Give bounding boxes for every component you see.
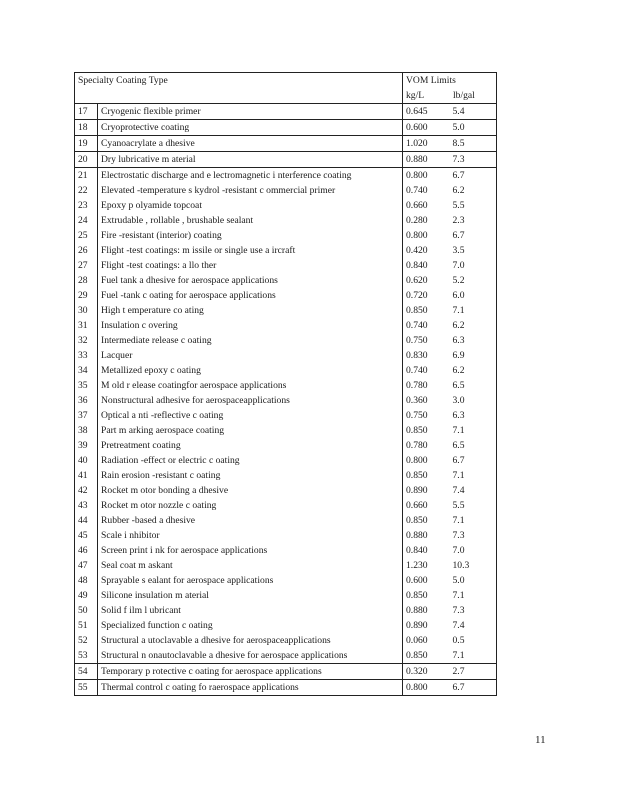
table-row [75, 152, 497, 168]
row-coating-type: Rocket m otor nozzle c oating [98, 498, 403, 513]
row-number: 48 [75, 573, 98, 588]
row-number: 38 [75, 423, 98, 438]
table-row [75, 393, 497, 408]
row-limit-lb-per-gal: 2.3 [450, 213, 497, 228]
row-limit-kg-per-l: 0.850 [406, 515, 428, 526]
row-limit-kg-per-l: 0.850 [406, 305, 428, 316]
row-number: 37 [75, 408, 98, 423]
table-row [75, 378, 497, 393]
row-number: 32 [75, 333, 98, 348]
row-coating-type: Thermal control c oating fo raerospace applications [98, 680, 403, 696]
row-limit-lb-per-gal: 5.0 [450, 120, 497, 136]
row-limit-kg-per-l: 0.420 [406, 245, 428, 256]
row-limit-lb-per-gal: 6.9 [450, 348, 497, 363]
table-row [75, 348, 497, 363]
row-limit-kg-per-l: 1.020 [403, 136, 450, 152]
table-row [75, 408, 497, 423]
table-row [75, 423, 497, 438]
row-coating-type: M old r elease coatingfor aerospace applications [98, 378, 403, 393]
row-coating-type: Nonstructural adhesive for aerospaceapplications [98, 393, 403, 408]
row-coating-type: Solid f ilm l ubricant [98, 603, 403, 618]
table-row [75, 483, 497, 498]
row-coating-type: Flight -test coatings: m issile or single use a ircraft [98, 243, 403, 258]
row-limit-lb-per-gal: 7.1 [450, 588, 497, 603]
row-number: 53 [75, 648, 98, 664]
row-limit-lb-per-gal: 6.2 [450, 363, 497, 378]
row-limit-lb-per-gal: 6.0 [450, 288, 497, 303]
row-limit-kg-per-l: 0.645 [403, 104, 450, 120]
table-row [75, 498, 497, 513]
row-coating-type: Elevated -temperature s kydrol -resistant c ommercial primer [98, 183, 403, 198]
row-limit-kg-per-l: 0.800 [406, 230, 428, 241]
row-number: 18 [75, 120, 98, 136]
row-limit-kg-per-l: 0.620 [406, 275, 428, 286]
row-limit-lb-per-gal: 5.0 [450, 573, 497, 588]
row-limit-kg-per-l: 0.840 [406, 260, 428, 271]
row-coating-type: Radiation -effect or electric c oating [98, 453, 403, 468]
row-limit-kg-per-l: 0.750 [406, 410, 428, 421]
row-limit-kg-per-l: 0.320 [403, 664, 450, 680]
row-limit-lb-per-gal: 6.3 [450, 408, 497, 423]
table-row [75, 168, 497, 184]
table-row [75, 664, 497, 680]
header-kg-per-l: kg/L [406, 90, 425, 101]
row-limit-kg-per-l: 0.850 [406, 650, 428, 661]
row-limit-lb-per-gal: 7.1 [450, 468, 497, 483]
table-row [75, 183, 497, 198]
row-number: 25 [75, 228, 98, 243]
row-coating-type: Lacquer [98, 348, 403, 363]
row-coating-type: Intermediate release c oating [98, 333, 403, 348]
row-coating-type: Fuel tank a dhesive for aerospace applications [98, 273, 403, 288]
row-coating-type: Specialized function c oating [98, 618, 403, 633]
row-limit-kg-per-l: 0.890 [406, 620, 428, 631]
row-limit-lb-per-gal: 7.0 [450, 258, 497, 273]
table-row [75, 513, 497, 528]
row-limit-kg-per-l: 0.780 [406, 380, 428, 391]
row-limit-kg-per-l: 0.800 [403, 680, 450, 696]
table-header-row [75, 73, 497, 104]
table-row [75, 363, 497, 378]
row-coating-type: Silicone insulation m aterial [98, 588, 403, 603]
table-row [75, 120, 497, 136]
row-number: 33 [75, 348, 98, 363]
row-coating-type: Cryogenic flexible primer [98, 104, 403, 120]
row-limit-kg-per-l: 0.850 [406, 470, 428, 481]
table-row [75, 318, 497, 333]
row-number: 35 [75, 378, 98, 393]
row-limit-lb-per-gal: 0.5 [450, 633, 497, 648]
row-limit-lb-per-gal: 6.2 [450, 318, 497, 333]
row-number: 41 [75, 468, 98, 483]
row-limit-kg-per-l: 0.850 [406, 590, 428, 601]
row-limit-lb-per-gal: 5.5 [450, 498, 497, 513]
row-coating-type: Flight -test coatings: a llo ther [98, 258, 403, 273]
row-limit-lb-per-gal: 7.1 [450, 513, 497, 528]
header-vom-limits-label: VOM Limits [406, 75, 456, 86]
row-limit-lb-per-gal: 6.5 [450, 378, 497, 393]
row-number: 36 [75, 393, 98, 408]
row-limit-lb-per-gal: 6.7 [450, 168, 497, 184]
row-limit-lb-per-gal: 6.3 [450, 333, 497, 348]
row-coating-type: Optical a nti -reflective c oating [98, 408, 403, 423]
table-body [75, 104, 497, 696]
table-row [75, 243, 497, 258]
row-limit-lb-per-gal: 7.1 [450, 648, 497, 664]
row-number: 31 [75, 318, 98, 333]
row-limit-lb-per-gal: 10.3 [450, 558, 497, 573]
row-limit-lb-per-gal: 5.2 [450, 273, 497, 288]
row-coating-type: Fuel -tank c oating for aerospace applications [98, 288, 403, 303]
row-limit-lb-per-gal: 7.3 [450, 603, 497, 618]
table-row [75, 468, 497, 483]
row-limit-kg-per-l: 0.740 [406, 365, 428, 376]
header-lb-per-gal: lb/gal [453, 90, 475, 101]
row-limit-kg-per-l: 0.880 [406, 530, 428, 541]
row-limit-lb-per-gal: 6.2 [450, 183, 497, 198]
row-number: 46 [75, 543, 98, 558]
row-limit-kg-per-l: 0.840 [406, 545, 428, 556]
row-number: 44 [75, 513, 98, 528]
row-number: 17 [75, 104, 98, 120]
table-row [75, 633, 497, 648]
row-coating-type: Screen print i nk for aerospace applications [98, 543, 403, 558]
row-coating-type: Dry lubricative m aterial [98, 152, 403, 168]
row-limit-kg-per-l: 0.280 [406, 215, 428, 226]
row-number: 43 [75, 498, 98, 513]
row-limit-lb-per-gal: 7.1 [450, 423, 497, 438]
row-limit-kg-per-l: 0.890 [406, 485, 428, 496]
row-limit-lb-per-gal: 7.3 [450, 528, 497, 543]
row-number: 23 [75, 198, 98, 213]
row-limit-kg-per-l: 0.800 [406, 455, 428, 466]
row-limit-lb-per-gal: 2.7 [450, 664, 497, 680]
row-number: 42 [75, 483, 98, 498]
row-coating-type: Sprayable s ealant for aerospace applications [98, 573, 403, 588]
row-coating-type: Cryoprotective coating [98, 120, 403, 136]
row-limit-kg-per-l: 0.600 [406, 575, 428, 586]
row-number: 27 [75, 258, 98, 273]
row-number: 39 [75, 438, 98, 453]
table-row [75, 333, 497, 348]
row-number: 21 [75, 168, 98, 184]
table-row [75, 543, 497, 558]
row-number: 34 [75, 363, 98, 378]
row-coating-type: Part m arking aerospace coating [98, 423, 403, 438]
row-limit-lb-per-gal: 7.4 [450, 618, 497, 633]
row-coating-type: Rain erosion -resistant c oating [98, 468, 403, 483]
row-limit-lb-per-gal: 3.5 [450, 243, 497, 258]
row-limit-lb-per-gal: 6.7 [450, 453, 497, 468]
row-number: 40 [75, 453, 98, 468]
table-row [75, 680, 497, 696]
row-number: 55 [75, 680, 98, 696]
table-row [75, 228, 497, 243]
row-limit-lb-per-gal: 7.3 [450, 152, 497, 168]
row-number: 22 [75, 183, 98, 198]
row-number: 50 [75, 603, 98, 618]
table-row [75, 198, 497, 213]
vom-limits-table [74, 72, 497, 696]
row-limit-kg-per-l: 0.600 [403, 120, 450, 136]
row-limit-kg-per-l: 0.720 [406, 290, 428, 301]
row-number: 45 [75, 528, 98, 543]
row-limit-lb-per-gal: 6.7 [450, 228, 497, 243]
row-limit-lb-per-gal: 8.5 [450, 136, 497, 152]
row-limit-kg-per-l: 0.660 [406, 500, 428, 511]
page-number: 11 [535, 734, 546, 746]
table-row [75, 603, 497, 618]
row-coating-type: Metallized epoxy c oating [98, 363, 403, 378]
row-number: 19 [75, 136, 98, 152]
table-row [75, 288, 497, 303]
row-limit-kg-per-l: 0.880 [403, 152, 450, 168]
row-coating-type: Rubber -based a dhesive [98, 513, 403, 528]
row-limit-kg-per-l: 0.740 [406, 320, 428, 331]
row-number: 47 [75, 558, 98, 573]
row-coating-type: Extrudable , rollable , brushable sealant [98, 213, 403, 228]
row-limit-lb-per-gal: 3.0 [450, 393, 497, 408]
row-coating-type: Rocket m otor bonding a dhesive [98, 483, 403, 498]
table-row [75, 258, 497, 273]
header-units [406, 88, 496, 103]
table-row [75, 618, 497, 633]
row-number: 26 [75, 243, 98, 258]
row-limit-lb-per-gal: 5.4 [450, 104, 497, 120]
row-limit-kg-per-l: 0.800 [403, 168, 450, 184]
table-row [75, 438, 497, 453]
row-limit-lb-per-gal: 5.5 [450, 198, 497, 213]
table-row [75, 573, 497, 588]
row-limit-kg-per-l: 0.740 [406, 185, 428, 196]
table-row [75, 136, 497, 152]
header-vom-limits [403, 73, 497, 104]
table-row [75, 528, 497, 543]
header-specialty-coating-type: Specialty Coating Type [75, 73, 403, 104]
table-row [75, 558, 497, 573]
row-limit-kg-per-l: 0.780 [406, 440, 428, 451]
row-limit-lb-per-gal: 6.5 [450, 438, 497, 453]
table-row [75, 648, 497, 664]
row-limit-kg-per-l: 0.750 [406, 335, 428, 346]
row-coating-type: Electrostatic discharge and e lectromagnetic i nterference coating [98, 168, 403, 184]
row-coating-type: Fire -resistant (interior) coating [98, 228, 403, 243]
row-limit-lb-per-gal: 6.7 [450, 680, 497, 696]
row-limit-kg-per-l: 0.830 [406, 350, 428, 361]
table-row [75, 588, 497, 603]
row-number: 28 [75, 273, 98, 288]
row-coating-type: Cyanoacrylate a dhesive [98, 136, 403, 152]
row-number: 54 [75, 664, 98, 680]
row-limit-kg-per-l: 0.660 [406, 200, 428, 211]
row-number: 24 [75, 213, 98, 228]
row-limit-lb-per-gal: 7.4 [450, 483, 497, 498]
row-number: 52 [75, 633, 98, 648]
row-number: 51 [75, 618, 98, 633]
row-coating-type: Insulation c overing [98, 318, 403, 333]
row-coating-type: Seal coat m askant [98, 558, 403, 573]
row-coating-type: Pretreatment coating [98, 438, 403, 453]
row-coating-type: Structural a utoclavable a dhesive for aerospaceapplications [98, 633, 403, 648]
table-row [75, 213, 497, 228]
row-number: 29 [75, 288, 98, 303]
row-coating-type: Temporary p rotective c oating for aerospace applications [98, 664, 403, 680]
row-coating-type: Scale i nhibitor [98, 528, 403, 543]
row-limit-kg-per-l: 0.850 [406, 425, 428, 436]
row-limit-kg-per-l: 1.230 [406, 560, 428, 571]
row-coating-type: Structural n onautoclavable a dhesive for aerospace applications [98, 648, 403, 664]
row-limit-kg-per-l: 0.880 [406, 605, 428, 616]
row-limit-kg-per-l: 0.360 [406, 395, 428, 406]
row-limit-kg-per-l: 0.060 [406, 635, 428, 646]
table-row [75, 453, 497, 468]
row-coating-type: High t emperature co ating [98, 303, 403, 318]
row-limit-lb-per-gal: 7.1 [450, 303, 497, 318]
row-coating-type: Epoxy p olyamide topcoat [98, 198, 403, 213]
row-number: 30 [75, 303, 98, 318]
row-limit-lb-per-gal: 7.0 [450, 543, 497, 558]
table-row [75, 104, 497, 120]
row-number: 49 [75, 588, 98, 603]
row-number: 20 [75, 152, 98, 168]
table-row [75, 303, 497, 318]
table-row [75, 273, 497, 288]
